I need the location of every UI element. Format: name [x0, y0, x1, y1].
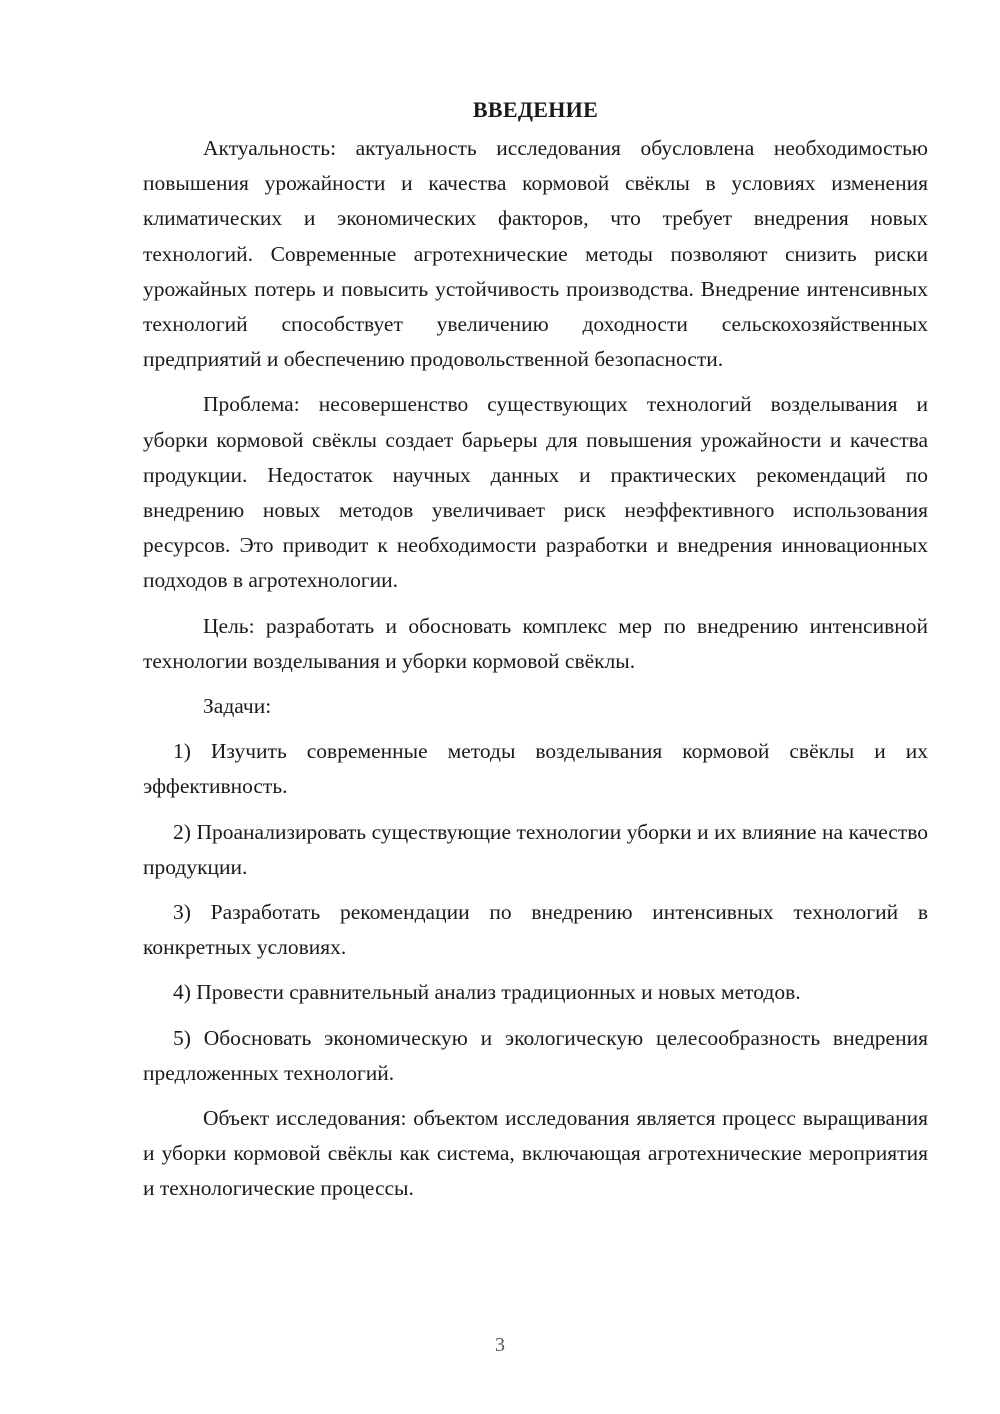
page-number: 3 [495, 1334, 505, 1356]
page-title: ВВЕДЕНИЕ [472, 97, 599, 122]
task-item: 1) Изучить современные методы возделывания кормовой свёклы и их эффективность. [143, 739, 928, 799]
task-item: 5) Обосновать экономическую и экологическую целесообразность внедрения предложенных технологий. [143, 1025, 928, 1085]
document-page [143, 95, 928, 1217]
task-item: 4) Провести сравнительный анализ традиционных и новых методов. [173, 980, 801, 1005]
object-paragraph: Объект исследования: объектом исследования является процесс выращивания и уборки кормовой свёклы как система, включающая агротехнические мероприятия и технологические процессы. [143, 1106, 928, 1201]
problem-paragraph: Проблема: несовершенство существующих технологий возделывания и уборки кормовой свёклы создает барьеры для повышения урожайности и качества продукции. Недостаток научных данных и практических рекомендаций по внедрению новых методов увеличивает риск неэффективного использования ресурсов. Это приводит к необходимости разработки и внедрения инновационных подходов в агротехнологии. [143, 392, 928, 593]
relevance-paragraph: Актуальность: актуальность исследования обусловлена необходимостью повышения урожайности и качества кормовой свёклы в условиях изменения климатических и экономических факторов, что требует внедрения новых технологий. Современные агротехнические методы позволяют снизить риски урожайных потерь и повысить устойчивость производства. Внедрение интенсивных технологий способствует увеличению доходности сельскохозяйственных предприятий и обеспечению продовольственной безопасности. [143, 136, 928, 372]
tasks-heading: Задачи: [203, 694, 272, 719]
task-item: 2) Проанализировать существующие технологии уборки и их влияние на качество продукции. [143, 819, 928, 879]
task-item: 3) Разработать рекомендации по внедрению интенсивных технологий в конкретных условиях. [143, 900, 928, 960]
goal-paragraph: Цель: разработать и обосновать комплекс мер по внедрению интенсивной технологии возделывания и уборки кормовой свёклы. [143, 613, 928, 673]
